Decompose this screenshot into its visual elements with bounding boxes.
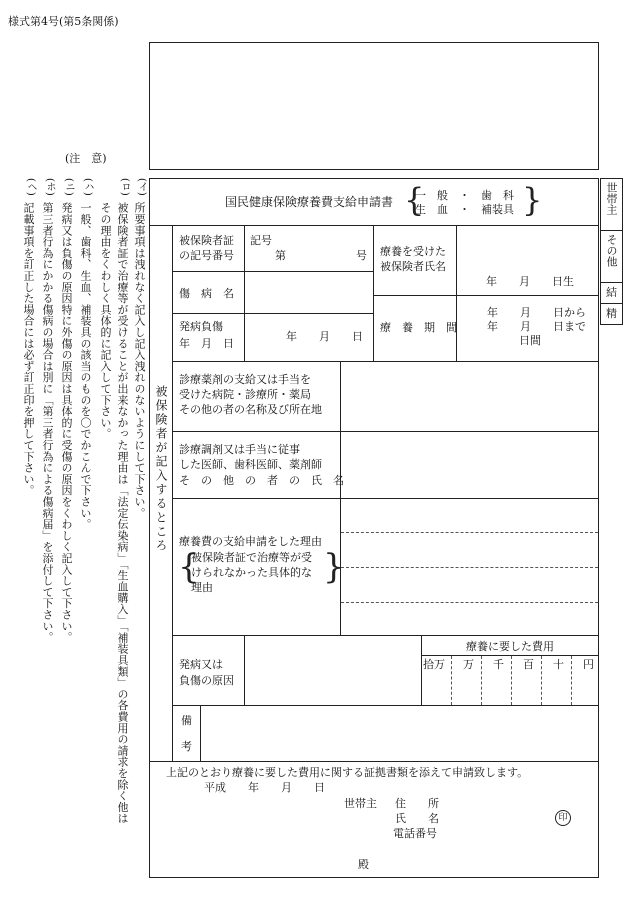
cost-unit-1k: 千	[493, 658, 504, 671]
treatment-period-label: 療 養 期 間	[380, 321, 457, 334]
patient-name-label-1: 療養を受けた	[380, 245, 446, 258]
note-text-he: 記載事項を訂正した場合には必ず訂正印を押して下さい。	[22, 202, 35, 496]
patient-name-label-2: 被保険者氏名	[380, 260, 446, 273]
side-household-label: 世帯主	[605, 182, 618, 215]
remarks-label-2: 考	[181, 740, 192, 753]
patient-name-field[interactable]	[457, 226, 598, 271]
note-text-ro-cont: その理由をくわしく具体的に記入して下さい。	[99, 202, 112, 440]
cost-unit-yen: 円	[583, 658, 594, 671]
name-label: 氏 名	[395, 812, 439, 825]
cost-unit-100k: 拾万	[423, 658, 445, 671]
cost-amount-field[interactable]	[422, 674, 598, 704]
remarks-label-1: 備	[181, 714, 192, 727]
insurance-number-field[interactable]	[245, 226, 372, 271]
type-general-dental[interactable]: 一 般 ・ 歯 科	[415, 189, 514, 202]
disease-field[interactable]	[245, 272, 372, 313]
cost-unit-10k: 万	[463, 658, 474, 671]
reason-label-1: 療養費の支給申請をした理由	[179, 535, 322, 548]
reason-label-4: 理由	[191, 581, 213, 594]
seal-mark: 印	[555, 810, 571, 826]
cause-field[interactable]	[245, 636, 420, 704]
household-head-label: 世帯主	[344, 797, 377, 810]
remarks-field[interactable]	[201, 706, 598, 760]
hospital-label-2: 受けた病院・診療所・薬局	[179, 388, 311, 401]
form-title: 国民健康保険療養費支給申請書	[225, 195, 394, 209]
side-mental-label: 精	[606, 307, 617, 320]
doctor-label-2: した医師、歯科医師、薬剤師	[179, 458, 322, 471]
period-to[interactable]: 年 月 日まで	[487, 320, 586, 333]
note-text-ho: 第三者行為にかかる傷病の場合は別に「第三者行為による傷病届」を添付して下さい。	[41, 202, 54, 643]
section-label: 被保険者が記入するところ	[154, 385, 168, 553]
cost-header: 療養に要した費用	[466, 640, 554, 653]
side-other-label: その他	[605, 234, 618, 267]
doctor-field[interactable]	[341, 432, 598, 498]
top-blank-box	[149, 42, 599, 170]
note-mark-ho: (ホ)	[44, 178, 55, 196]
phone-label: 電話番号	[393, 827, 437, 840]
symbol-label: 記号	[250, 234, 272, 247]
period-from[interactable]: 年 月 日から	[487, 306, 586, 319]
hospital-field[interactable]	[341, 362, 598, 431]
side-box-other[interactable]	[600, 230, 623, 283]
onset-label-1: 発病負傷	[179, 320, 223, 333]
cost-unit-10: 十	[553, 658, 564, 671]
onset-date[interactable]: 年 月 日	[286, 330, 363, 343]
number-suffix: 号	[356, 249, 367, 262]
application-date[interactable]: 平成 年 月 日	[204, 781, 325, 794]
hospital-label-1: 診療薬剤の支給又は手当を	[179, 373, 311, 386]
reason-field[interactable]	[341, 499, 598, 634]
cost-unit-100: 百	[523, 658, 534, 671]
insurance-card-label-2: の記号番号	[179, 249, 234, 262]
note-mark-ni: (ニ)	[63, 178, 74, 196]
note-text-ni: 発病又は負傷の原因特に外傷の原因は具体的に受傷の原因をくわしく記入して下さい。	[60, 202, 73, 643]
cause-label-1: 発病又は	[179, 658, 223, 671]
note-text-i: 所要事項は洩れなく記入し記入洩れのないようにして下さい。	[133, 202, 146, 519]
form-id: 様式第4号(第5条関係)	[8, 15, 119, 28]
doctor-label-1: 診療調剤又は手当に従事	[179, 443, 300, 456]
type-blood-prosthesis[interactable]: 生 血 ・ 補装具	[415, 203, 514, 216]
onset-label-2: 年 月 日	[179, 337, 234, 350]
reason-label-3: けられなかった具体的な	[191, 566, 312, 579]
side-tuberculosis-label: 結	[606, 286, 617, 299]
birth-date[interactable]: 年 月 日生	[486, 275, 574, 288]
insurance-card-label-1: 被保険者証	[179, 234, 234, 247]
side-box-mental[interactable]	[600, 303, 623, 325]
notes-heading: (注 意)	[65, 152, 107, 165]
note-mark-he: (ヘ)	[25, 178, 36, 196]
cause-label-2: 負傷の原因	[179, 674, 234, 687]
note-text-ha: 一般、歯科、生血、補装具の該当のものを〇でかこんで下さい。	[79, 202, 92, 530]
address-label: 住 所	[395, 797, 439, 810]
disease-label: 傷 病 名	[179, 287, 234, 300]
note-mark-ro: (ロ)	[119, 178, 130, 196]
addressee: 殿	[358, 858, 369, 871]
period-days[interactable]: 日間	[519, 334, 541, 347]
side-box-household[interactable]	[600, 178, 623, 231]
hospital-label-3: その他の者の名称及び所在地	[179, 403, 322, 416]
number-prefix: 第	[275, 249, 286, 262]
doctor-label-3: そ の 他 の 者 の 氏 名	[179, 474, 344, 487]
side-box-tuberculosis[interactable]	[600, 282, 623, 304]
declaration: 上記のとおり療養に要した費用に関する証拠書類を添えて申請致します。	[166, 766, 529, 779]
note-text-ro: 被保険者証で治療等が受けることが出来なかった理由は「法定伝染病」「生血購入」「補装具類」の各費用の請求を除く他は	[116, 202, 129, 824]
reason-label-2: 被保険者証で治療等が受	[191, 551, 312, 564]
note-mark-i: (イ)	[136, 178, 147, 196]
note-mark-ha: (ハ)	[82, 178, 93, 196]
